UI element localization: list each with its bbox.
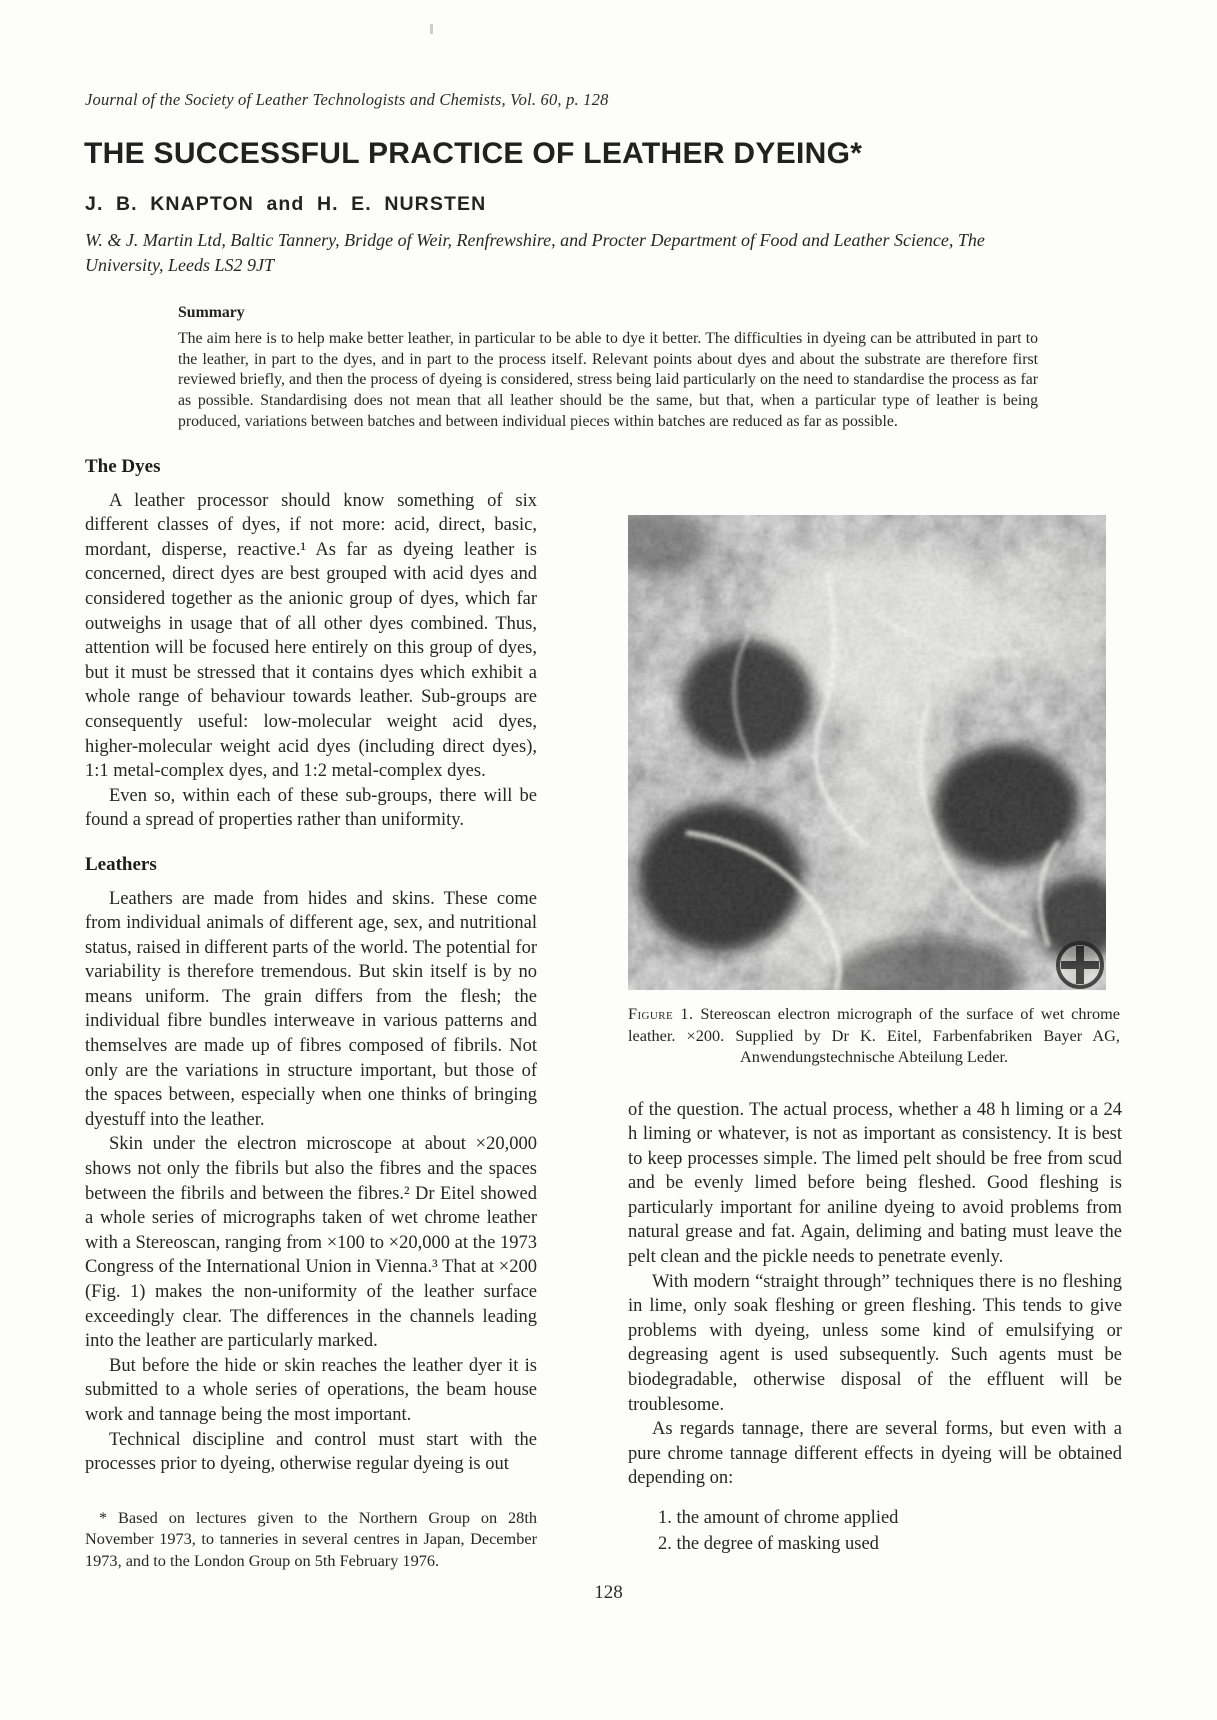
figure-caption bbox=[628, 1003, 1120, 1068]
summary-section bbox=[178, 304, 1038, 433]
scan-artifact bbox=[430, 24, 433, 34]
summary-text: The aim here is to help make better leather, in particular to be able to dye it better. The difficulties in dyeing can be attributed in part to the leather, in part to the dyes, and in part to the process itself. Relevant points about dyes and about the substrate are therefore first reviewed briefly, and then the process of dyeing is considered, stress being laid particularly on the need to standardise the process as far as possible. Standardising does not mean that all leather should be the same, but that, when a particular type of leather is being produced, variations between batches and between individual pieces within batches are reduced as far as possible. bbox=[178, 330, 1038, 430]
page-title: THE SUCCESSFUL PRACTICE OF LEATHER DYEING* bbox=[84, 137, 863, 170]
figure-label: Figure 1. bbox=[628, 1004, 694, 1023]
summary-heading: Summary bbox=[178, 304, 245, 321]
affiliation-line: W. & J. Martin Ltd, Baltic Tannery, Bridge of Weir, Renfrewshire, and Procter Department of Food and Leather Science, The University, Leeds LS2 9JT bbox=[85, 230, 985, 275]
bayer-logo-icon bbox=[1058, 943, 1102, 987]
paragraph-leathers-1: Leathers are made from hides and skins. These come from individual animals of different age, sex, and nutritional status, raised in different parts of the world. The potential for variability is therefore tremendous. But skin itself is by no means uniform. The grain differs from the flesh; the individual fibre bundles interweave in various patterns and themselves are made up of fibres composed of fibrils. Not only are the variations in structure important, but those of the spaces between, especially when one thinks of bringing dyestuff into the leather. bbox=[85, 888, 537, 1130]
page-number: 128 bbox=[594, 1582, 623, 1603]
paragraph-leathers-3: But before the hide or skin reaches the leather dyer it is submitted to a whole series of operations, the beam house work and tannage being the most important. bbox=[85, 1355, 537, 1425]
paragraph-process-1: of the question. The actual process, whether a 48 h liming or a 24 h liming or whatever, is not as important as consistency. It is best to keep processes simple. The limed pelt should be free from scud and be evenly limed before being fleshed. Good fleshing is particularly important for aniline dyeing to avoid problems from natural grease and fat. Again, deliming and bating must leave the pelt clean and the pickle needs to penetrate evenly. bbox=[628, 1099, 1122, 1268]
paragraph-dyes-1: A leather processor should know something of six different classes of dyes, if not more: acid, direct, basic, mordant, disperse, reactive.¹ As far as dyeing leather is concerned, direct dyes are best grouped with acid dyes and considered together as the anionic group of dyes, which far outweighs in usage that of all other dyes combined. Thus, attention will be focused here entirely on this group of dyes, but it must be stressed that it contains dyes which exhibit a whole range of behaviour towards leather. Sub-groups are consequently useful: low-molecular weight acid dyes, higher-molecular weight acid dyes (including direct dyes), 1:1 metal-complex dyes, and 1:2 metal-complex dyes. bbox=[85, 490, 537, 782]
right-column bbox=[628, 515, 1122, 1557]
section-heading-leathers: Leathers bbox=[85, 853, 157, 875]
section-heading-the-dyes: The Dyes bbox=[85, 456, 161, 477]
footnote: * Based on lectures given to the Northern Group on 28th November 1973, to tanneries in several centres in Japan, December 1973, and to the London Group on 5th February 1976. bbox=[85, 1507, 537, 1570]
paragraph-process-3: As regards tannage, there are several forms, but even with a pure chrome tannage different effects in dyeing will be obtained depending on: bbox=[628, 1419, 1122, 1489]
tannage-effects-list bbox=[628, 1505, 1122, 1557]
authors-line: J. B. KNAPTON and H. E. NURSTEN bbox=[85, 193, 487, 215]
right-column-text bbox=[628, 1098, 1122, 1558]
paragraph-leathers-2: Skin under the electron microscope at about ×20,000 shows not only the fibrils but also the fibres and the spaces between the fibrils and between the fibres.² Dr Eitel showed a whole series of micrographs taken of wet chrome leather with a Stereoscan, ranging from ×100 to ×20,000 at the 1973 Congress of the International Union in Vienna.³ That at ×200 (Fig. 1) makes the non-uniformity of the leather surface exceedingly clear. The differences in the channels leading into the leather are particularly marked. bbox=[85, 1134, 537, 1352]
figure-1 bbox=[628, 515, 1120, 1068]
left-column bbox=[85, 455, 537, 1572]
paragraph-process-2: With modern “straight through” techniques there is no fleshing in lime, only soak fleshing or green fleshing. This tends to give problems with dyeing, unless some kind of emulsifying or degreasing agent is used subsequently. Such agents must be biodegradable, otherwise disposal of the effluent will be troublesome. bbox=[628, 1271, 1122, 1415]
running-head: Journal of the Society of Leather Technologists and Chemists, Vol. 60, p. 128 bbox=[85, 90, 609, 109]
list-item: 1. the amount of chrome applied bbox=[658, 1508, 899, 1528]
list-item: 2. the degree of masking used bbox=[658, 1534, 879, 1554]
micrograph-image bbox=[628, 515, 1106, 990]
figure-caption-text: Stereoscan electron micrograph of the surface of wet chrome leather. ×200. Supplied by Dr K. Eitel, Farbenfabriken Bayer AG, Anwendungstechnische Abteilung Leder. bbox=[628, 1004, 1120, 1066]
paragraph-leathers-4: Technical discipline and control must start with the processes prior to dyeing, otherwise regular dyeing is out bbox=[85, 1429, 537, 1475]
paragraph-dyes-2: Even so, within each of these sub-groups, there will be found a spread of properties rather than uniformity. bbox=[85, 785, 537, 831]
